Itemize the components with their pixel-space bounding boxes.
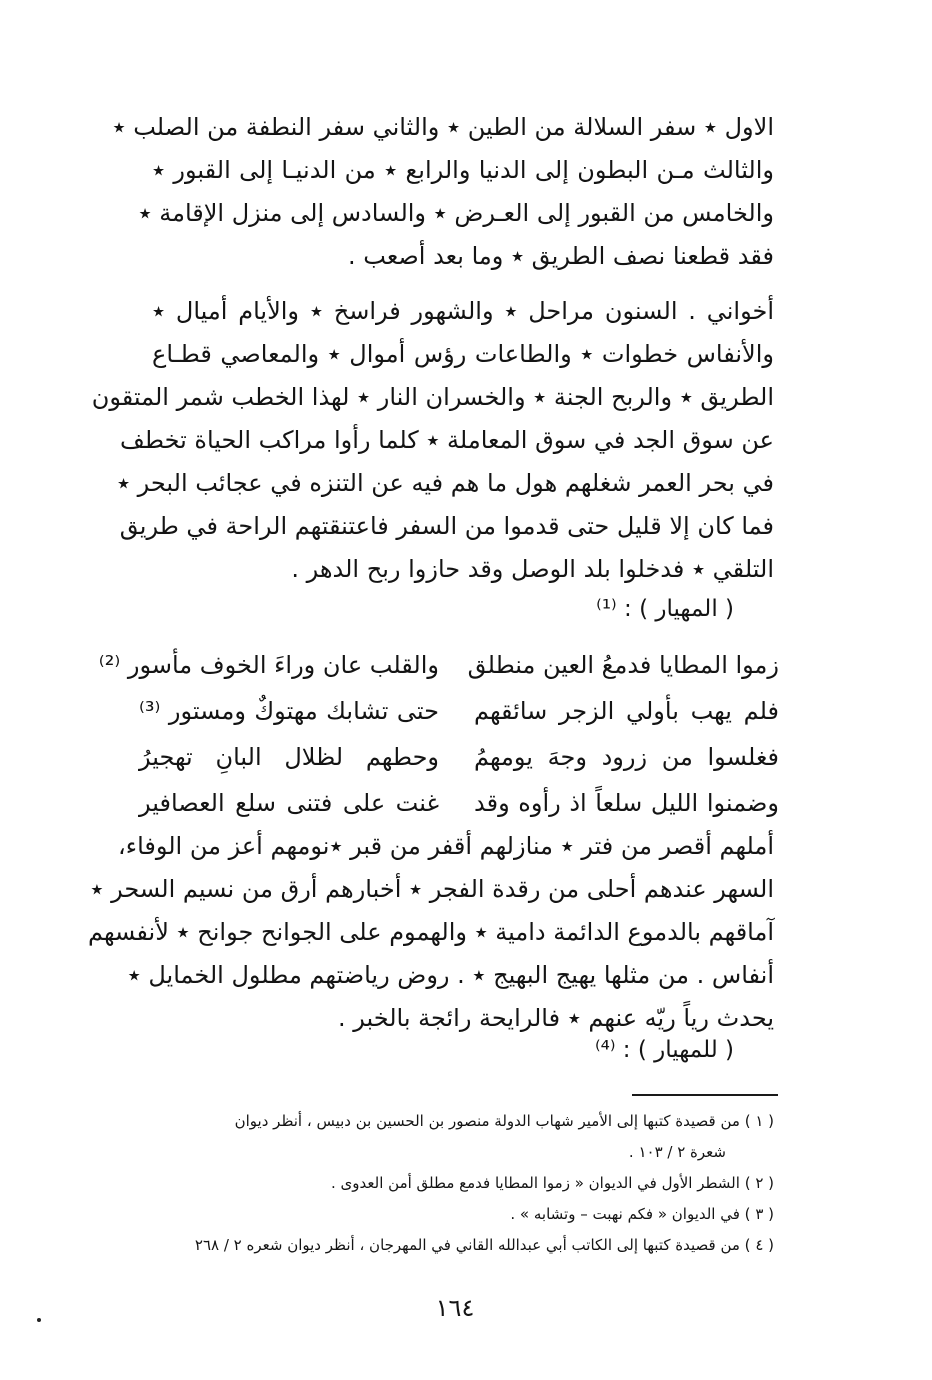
verse-second-hemistich: وحطهم لظلال البانِ تهجيرُ: [139, 743, 439, 771]
text-line: أنفاس . من مثلها يهيج البهيج ٭ . روض رياضتهم مطلول الخمايل ٭: [127, 961, 774, 989]
paragraph-their-hopes: [87, 825, 774, 1040]
verse-first-hemistich: وضمنوا الليل سلعاً اذ رأوه وقد: [474, 789, 779, 817]
verse-line: [98, 642, 779, 688]
page-number: ١٦٤: [435, 1294, 475, 1322]
footnotes: [124, 1106, 774, 1261]
text-line: فما كان إلا قليل حتى قدموا من السفر فاعتنقتهم الراحة في طريق: [119, 512, 774, 540]
footnote-4: ( ٤ ) من قصيدة كتبها إلى الكاتب أبي عبدالله القاني في المهرجان ، أنظر ديوان شعره ٢ / ٢٦٨: [194, 1236, 774, 1254]
paragraph-journey-stages: [112, 106, 774, 278]
poem-verses: [98, 642, 779, 826]
verse-second-hemistich: والقلب عان وراءَ الخوف مأسور ⁽²⁾: [98, 651, 439, 679]
verse-first-hemistich: فغلسوا من زرود وجهَ يومهمُ: [474, 743, 779, 771]
verse-line: [139, 734, 779, 780]
verse-line: [139, 688, 779, 734]
footnote-2: ( ٢ ) الشطر الأول في الديوان « زموا المطايا فدمع مطلق أمن العدوى .: [331, 1174, 774, 1192]
verse-second-hemistich: حتى تشابك مهتوكٌ ومستور ⁽³⁾: [139, 697, 439, 725]
text-line: عن سوق الجد في سوق المعاملة ٭ كلما رأوا مراكب الحياة تخطف: [120, 426, 774, 454]
scan-speck: [37, 1318, 41, 1322]
text-line: التلقي ٭ فدخلوا بلد الوصل وقد حازوا ربح الدهر .: [291, 555, 774, 583]
verse-second-hemistich: غنت على فتنى سلع العصافير: [139, 789, 439, 817]
poet-reference-2: ( للمهيار ) : ⁽⁴⁾: [594, 1037, 734, 1063]
verse-first-hemistich: فلم يهب بأولي الزجر سائقهم: [474, 697, 779, 725]
text-line: الاول ٭ سفر السلالة من الطين ٭ والثاني سفر النطفة من الصلب ٭: [112, 113, 774, 141]
text-line: آماقهم بالدموع الدائمة دامية ٭ والهموم على الجوانح جوانح ٭ لأنفسهم: [87, 918, 774, 946]
verse-line: [139, 780, 779, 826]
text-line: فقد قطعنا نصف الطريق ٭ وما بعد أصعب .: [348, 242, 774, 270]
text-line: والثالث مـن البطون إلى الدنيا والرابع ٭ من الدنيـا إلى القبور ٭: [152, 156, 774, 184]
text-line: في بحر العمر شغلهم هول ما هم فيه عن التنزه في عجائب البحر ٭: [116, 469, 774, 497]
paragraph-brothers: [91, 290, 774, 591]
poet-reference-1: ( المهيار ) : ⁽¹⁾: [596, 596, 734, 622]
footnote-3: ( ٣ ) في الديوان « فكم نهبت – وتشابه » .: [510, 1205, 774, 1223]
text-line: السهر عندهم أحلى من رقدة الفجر ٭ أخبارهم أرق من نسيم السحر ٭: [90, 875, 774, 903]
footnote-1-continued: شعرة ٢ / ١٠٣ .: [628, 1143, 726, 1161]
verse-first-hemistich: زموا المطايا فدمعُ العين منطلق: [467, 651, 779, 679]
footnote-divider: [632, 1094, 778, 1096]
text-line: أخواني . السنون مراحل ٭ والشهور فراسخ ٭ والأيام أميال ٭: [152, 297, 774, 325]
text-line: والخامس من القبور إلى العـرض ٭ والسادس إلى منزل الإقامة ٭: [138, 199, 774, 227]
footnote-1: ( ١ ) من قصيدة كتبها إلى الأمير شهاب الدولة منصور بن الحسين بن دبيس ، أنظر ديوان: [234, 1112, 774, 1130]
text-line: يحدث رياً ريّه عنهم ٭ فالرايحة رائجة بالخبر .: [337, 1004, 774, 1032]
text-line: الطريق ٭ والربح الجنة ٭ والخسران النار ٭ لهذا الخطب شمر المتقون: [91, 383, 774, 411]
text-line: أملهم أقصر من فتر ٭ منازلهم أقفر من قبر ٭نومهم أعز من الوفاء،: [118, 832, 774, 860]
text-line: والأنفاس خطوات ٭ والطاعات رؤس أموال ٭ والمعاصي قطـاع: [152, 340, 774, 368]
